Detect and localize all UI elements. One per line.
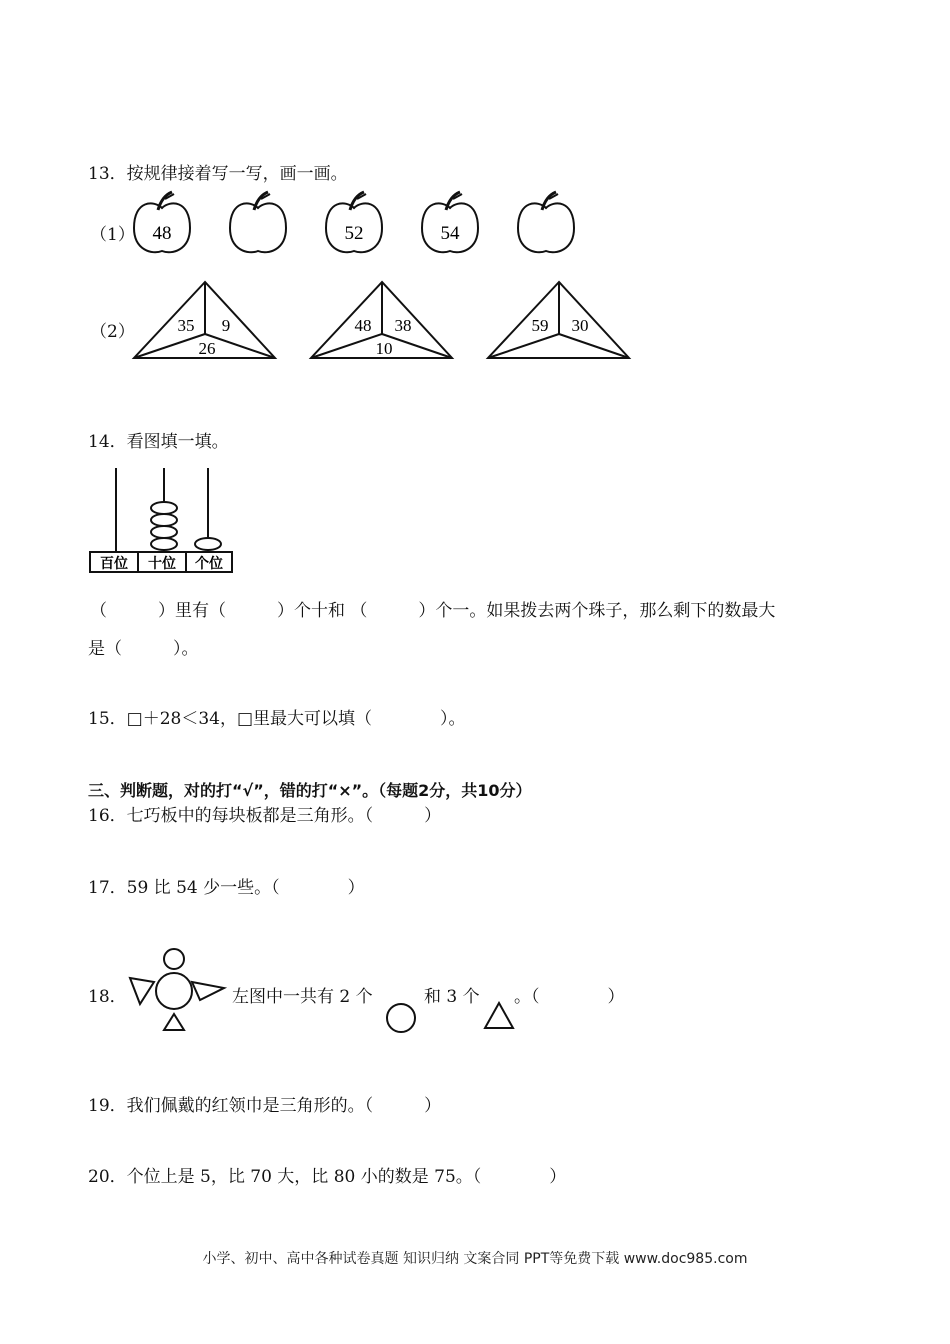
apple-1 — [134, 192, 190, 252]
abacus — [88, 462, 238, 578]
abacus-label-tens: 十位 — [148, 557, 176, 572]
bead-ones — [195, 538, 221, 550]
apple-number: 48 — [152, 223, 172, 244]
number-triangle-1 — [134, 282, 275, 358]
q19-text: 19．我们佩戴的红领巾是三角形的。（ ） — [88, 1096, 442, 1116]
figure-bottom-triangle — [164, 1014, 184, 1030]
q20-text: 20．个位上是 5，比 70 大，比 80 小的数是 75。（ ） — [88, 1167, 567, 1187]
q18-number: 18． — [88, 987, 127, 1007]
number-triangle-2 — [311, 282, 452, 358]
q13-title: 13．按规律接着写一写，画一画。 — [88, 164, 348, 184]
circle-icon — [384, 1001, 418, 1035]
q16-text: 16．七巧板中的每块板都是三角形。（ ） — [88, 806, 442, 826]
q14-line2: 是（ ）。 — [88, 639, 199, 659]
bead-tens — [151, 514, 177, 526]
triangle-right-number: 9 — [221, 316, 231, 335]
apple-4 — [422, 192, 478, 252]
triangle-right-number: 30 — [571, 316, 589, 335]
apple-2 — [230, 192, 286, 252]
q13-part2-label: （2） — [90, 322, 135, 342]
footer-text: 小学、初中、高中各种试卷真题 知识归纳 文案合同 PPT等免费下载 www.doc985.com — [202, 1251, 748, 1267]
q18-text-a: 左图中一共有 2 个 — [232, 987, 373, 1007]
number-triangle-3 — [488, 282, 629, 358]
q18-text-b: 和 3 个 — [424, 987, 480, 1007]
q14-title: 14．看图填一填。 — [88, 432, 229, 452]
triangle-left-number: 35 — [177, 316, 195, 335]
shape-figure — [126, 944, 230, 1034]
section-3-heading: 三、判断题，对的打“√”，错的打“×”。（每题2分，共10分） — [88, 781, 532, 800]
triangle-left-number: 59 — [531, 316, 549, 335]
figure-body-circle — [156, 973, 192, 1009]
triangle-right-number: 38 — [394, 316, 412, 335]
apple-3 — [326, 192, 382, 252]
bead-tens — [151, 538, 177, 550]
triangle-bottom-number: 10 — [375, 339, 393, 358]
q15-text: 15．□＋28＜34，□里最大可以填（ ）。 — [88, 709, 466, 729]
bead-tens — [151, 526, 177, 538]
figure-left-triangle — [130, 978, 154, 1004]
q17-text: 17．59 比 54 少一些。（ ） — [88, 878, 365, 898]
abacus-label-ones: 个位 — [195, 557, 223, 572]
q14-line1: （ ）里有（ ）个十和 （ ）个一。如果拨去两个珠子，那么剩下的数最大 — [90, 601, 776, 621]
figure-head-circle — [164, 949, 184, 969]
abacus-label-hundreds: 百位 — [100, 557, 128, 572]
q13-part1-label: （1） — [90, 225, 135, 245]
apple-number: 54 — [440, 223, 460, 244]
triangle-bottom-number: 26 — [198, 339, 216, 358]
triangle-sequence — [130, 278, 640, 368]
bead-tens — [151, 502, 177, 514]
apple-number: 52 — [344, 223, 364, 244]
triangle-left-number: 48 — [354, 316, 372, 335]
apple-sequence — [120, 188, 600, 263]
figure-right-triangle — [192, 982, 224, 1000]
apple-5 — [518, 192, 574, 252]
triangle-icon — [482, 1001, 516, 1031]
q18-text-c: 。（ ） — [514, 987, 625, 1007]
